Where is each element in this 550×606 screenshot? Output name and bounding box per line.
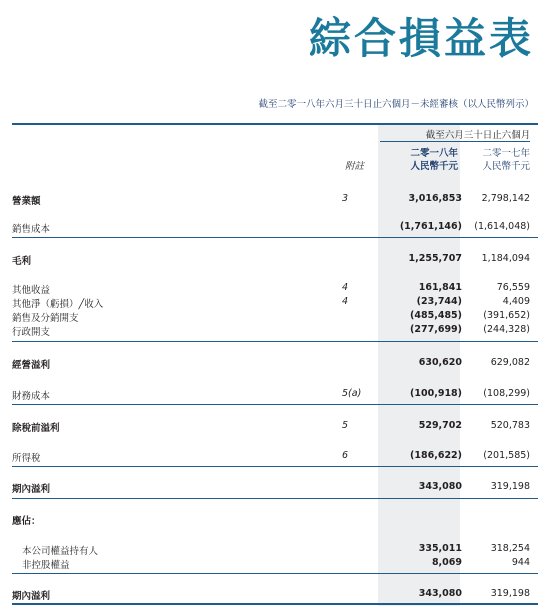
table-row [12,357,538,371]
row-value-2018: (186,622) [410,450,462,461]
row-value-2017: 1,184,094 [481,253,530,264]
note-column-header: 附註 [344,161,364,172]
row-label: 非控股權益 [22,560,70,571]
table-row [12,588,538,602]
row-label: 本公司權益持有人 [22,546,99,557]
row-value-2018: 8,069 [431,557,462,568]
row-value-2017: (1,614,048) [474,221,530,232]
row-value-2018: 1,255,707 [408,253,462,264]
row-value-2018: 343,080 [418,481,462,492]
row-value-2018: 343,080 [418,588,462,599]
row-rule [12,341,538,342]
row-label: 其他收益 [12,285,51,296]
header-top-rule [12,123,538,125]
row-label: 銷售成本 [12,224,51,235]
table-row [12,420,538,434]
row-value-2017: 2,798,142 [481,193,530,204]
row-label: 營業額 [12,196,41,207]
col-2017-unit: 人民幣千元 [482,161,530,172]
period-underline [380,141,530,142]
table-row [12,296,538,310]
row-value-2018: (100,918) [410,388,462,399]
row-value-2017: (244,328) [483,324,530,335]
col-2017-year: 二零一七年 [482,148,530,159]
col-2018-year: 二零一八年 [410,148,458,159]
row-rule [12,573,538,574]
row-value-2018: 335,011 [418,543,462,554]
table-row [12,253,538,267]
table-row [12,513,538,527]
row-label: 經營溢利 [12,360,51,371]
row-label: 銷售及分銷開支 [12,313,79,324]
statement-subtitle: 截至二零一八年六月三十日止六個月－未經審核（以人民幣列示） [258,99,534,110]
row-value-2018: 161,841 [418,282,462,293]
table-row [12,221,538,235]
row-label: 行政開支 [12,327,51,338]
row-value-2017: 520,783 [490,420,530,431]
row-value-2018: 3,016,853 [408,193,462,204]
row-value-2017: (108,299) [483,388,530,399]
row-note: 6 [342,450,349,461]
row-value-2017: 318,254 [490,543,530,554]
statement-title: 綜合損益表 [308,14,534,63]
row-value-2018: (485,485) [410,310,462,321]
row-value-2018: (277,699) [410,324,462,335]
col-2018-unit: 人民幣千元 [410,161,458,172]
table-row [12,543,538,557]
row-rule [12,466,538,467]
table-row [12,481,538,495]
row-label: 期內溢利 [12,484,51,495]
table-row [12,282,538,296]
footer-rule [12,603,538,605]
row-value-2018: 529,702 [418,420,462,431]
row-note: 5(a) [342,388,362,399]
row-label: 財務成本 [12,391,51,402]
row-note: 5 [342,420,349,431]
row-value-2017: 629,082 [490,357,530,368]
row-rule [12,404,538,405]
period-header: 截至六月三十日止六個月 [425,130,531,141]
row-value-2018: (1,761,146) [399,221,462,232]
row-label: 除稅前溢利 [12,423,60,434]
row-value-2017: (391,652) [483,310,530,321]
row-label: 期內溢利 [12,591,51,602]
row-label: 毛利 [12,256,32,267]
row-label: 應佔： [12,516,41,527]
row-value-2017: 319,198 [490,481,530,492]
row-value-2017: 319,198 [490,588,530,599]
table-row [12,388,538,402]
row-label: 所得稅 [12,453,41,464]
table-row [12,450,538,464]
row-value-2018: (23,744) [416,296,462,307]
row-value-2017: 944 [511,557,530,568]
row-label: 其他淨（虧損）╱收入 [12,299,104,310]
row-note: 4 [342,282,349,293]
table-row [12,557,538,571]
row-value-2017: (201,585) [483,450,530,461]
table-row [12,310,538,324]
table-row [12,193,538,207]
row-value-2017: 4,409 [502,296,530,307]
row-value-2017: 76,559 [496,282,530,293]
table-row [12,324,538,338]
row-note: 3 [342,193,349,204]
row-rule [12,498,538,499]
row-rule [12,237,538,238]
row-value-2018: 630,620 [418,357,462,368]
row-note: 4 [342,296,349,307]
